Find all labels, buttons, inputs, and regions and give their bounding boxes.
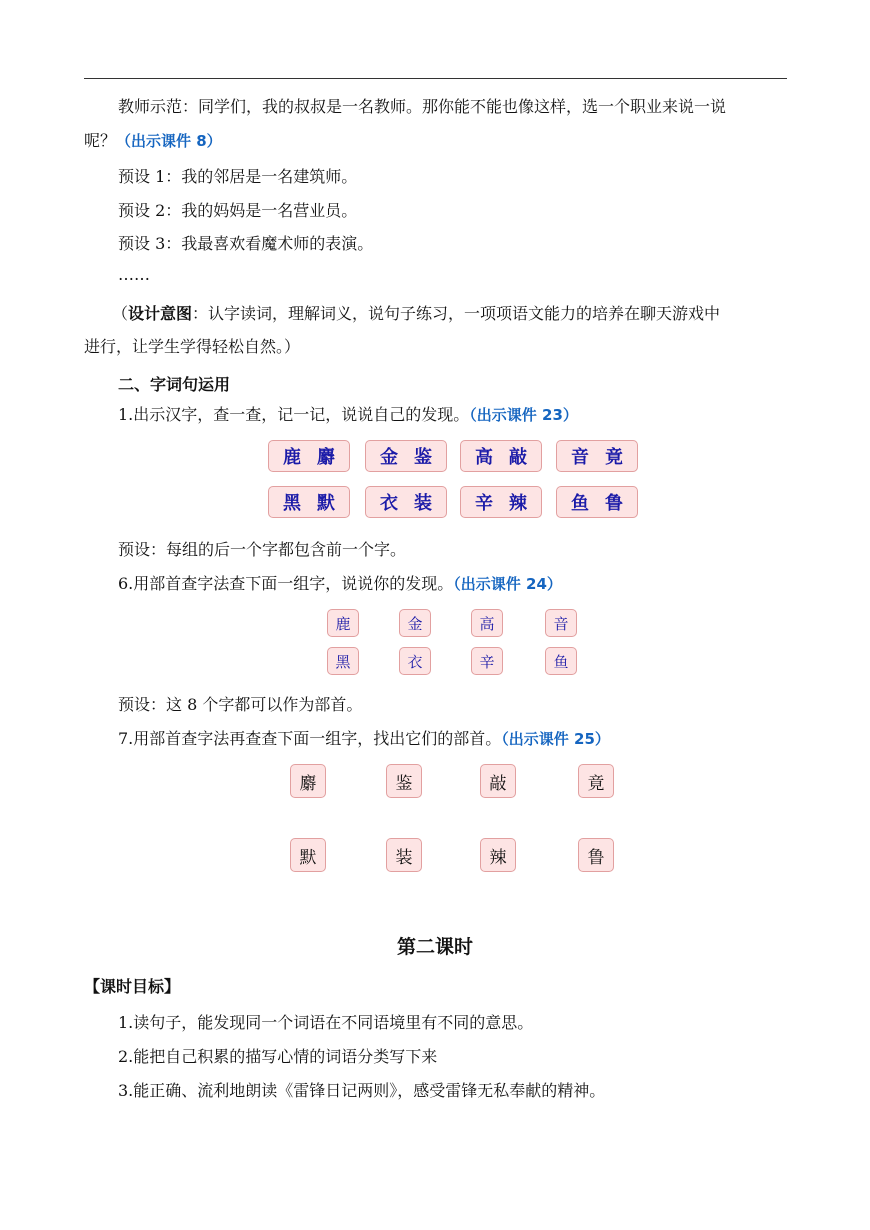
header-rule (84, 78, 787, 79)
char-box: 鲁 (578, 838, 614, 872)
courseware-link-23: （出示课件 23） (469, 406, 578, 424)
char-pair: 辛 辣 (460, 486, 542, 518)
goal-3: 3.能正确、流利地朗读《雷锋日记两则》，感受雷锋无私奉献的精神。 (118, 1081, 606, 1100)
char-box: 麝 (290, 764, 326, 798)
preset-1: 预设 1：我的邻居是一名建筑师。 (118, 167, 358, 186)
goal-2: 2.能把自己积累的描写心情的词语分类写下来 (118, 1047, 438, 1066)
goal-1: 1.读句子，能发现同一个词语在不同语境里有不同的意思。 (118, 1013, 534, 1032)
courseware-link-8: （出示课件 8） (116, 132, 222, 150)
preset-3: 预设 3：我最喜欢看魔术师的表演。 (118, 234, 374, 253)
radical-box: 鹿 (327, 609, 359, 637)
char-pair: 金 鉴 (365, 440, 447, 472)
char-box: 默 (290, 838, 326, 872)
question-6: 6.用部首查字法查下面一组字，说说你的发现。（出示课件 24） (118, 574, 562, 593)
char-pair: 音 竟 (556, 440, 638, 472)
question-1: 1.出示汉字，查一查，记一记，说说自己的发现。（出示课件 23） (118, 405, 578, 424)
question-7: 7.用部首查字法再查查下面一组字，找出它们的部首。（出示课件 25） (118, 729, 610, 748)
radical-box: 衣 (399, 647, 431, 675)
char-box: 敲 (480, 764, 516, 798)
radical-box: 音 (545, 609, 577, 637)
preset-2: 预设 2：我的妈妈是一名营业员。 (118, 201, 358, 220)
ellipsis: …… (118, 265, 150, 284)
goals-header: 【课时目标】 (84, 977, 181, 996)
char-pair: 鹿 麝 (268, 440, 350, 472)
courseware-link-24: （出示课件 24） (453, 575, 562, 593)
char-pair: 鱼 鲁 (556, 486, 638, 518)
radical-box: 黑 (327, 647, 359, 675)
char-pair: 黑 默 (268, 486, 350, 518)
design-intent: （设计意图：认字读词，理解词义，说句子练习，一项项语文能力的培养在聊天游戏中 (112, 304, 721, 323)
paragraph-teacher-demo: 教师示范：同学们，我的叔叔是一名教师。那你能不能也像这样，选一个职业来说一说 (118, 97, 727, 116)
preset-question-6: 预设：这 8 个字都可以作为部首。 (118, 695, 363, 714)
section-title-word-usage: 二、字词句运用 (118, 375, 231, 394)
char-pair: 高 敲 (460, 440, 542, 472)
courseware-link-25: （出示课件 25） (501, 730, 610, 748)
char-box: 装 (386, 838, 422, 872)
char-pair: 衣 装 (365, 486, 447, 518)
paragraph-teacher-demo-cont: 呢？（出示课件 8） (84, 131, 222, 150)
char-box: 辣 (480, 838, 516, 872)
char-box: 竟 (578, 764, 614, 798)
lesson-title: 第二课时 (396, 936, 473, 958)
radical-box: 高 (471, 609, 503, 637)
radical-box: 辛 (471, 647, 503, 675)
radical-box: 金 (399, 609, 431, 637)
design-intent-cont: 进行，让学生学得轻松自然。） (84, 337, 301, 356)
preset-question-1: 预设：每组的后一个字都包含前一个字。 (118, 540, 407, 559)
char-box: 鉴 (386, 764, 422, 798)
radical-box: 鱼 (545, 647, 577, 675)
